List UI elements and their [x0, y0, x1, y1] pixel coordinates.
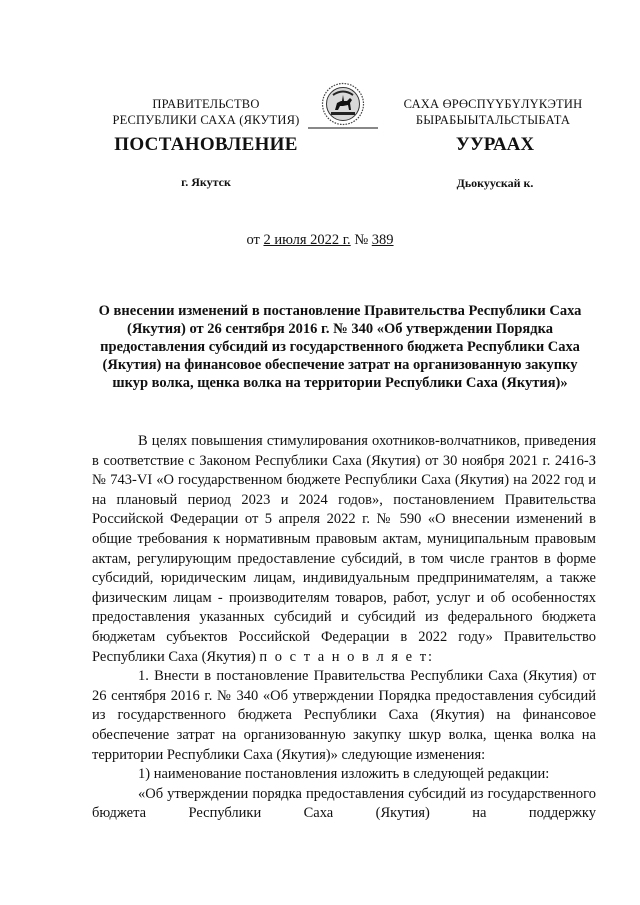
- header-left-line2: РЕСПУБЛИКИ САХА (ЯКУТИЯ): [112, 113, 300, 127]
- paragraph-preamble: [92, 432, 596, 667]
- date-and-number-line: [0, 232, 640, 249]
- header-right-line2: БЫРАБЫЫТАЛЬСТЫБАТА: [415, 113, 571, 127]
- document-body: [92, 432, 596, 824]
- city-label: г. Якутск: [181, 175, 231, 189]
- header-left-line1: ПРАВИТЕЛЬСТВО: [152, 97, 260, 111]
- paragraph-item-1: 1. Внести в постановление Правительства Республики Саха (Якутия) от 26 сентября 2016 г. № 340 «Об утверждении Порядка предоставления субсидий из государственного бюджета Республики Саха (Якутия) на финансовое обеспечение затрат на организованную закупку шкур волка, щенка волка на территории Республики Саха (Якутия)» следующие изменения:: [92, 668, 596, 763]
- emblem-ribbon-icon: [308, 125, 378, 131]
- number-label: №: [354, 232, 369, 248]
- document-date: 2 июля 2022 г.: [263, 232, 351, 248]
- date-prefix: от: [246, 232, 260, 248]
- document-number: 389: [371, 232, 394, 248]
- resolves-text: п о с т а н о в л я е т:: [259, 648, 435, 665]
- coat-of-arms-emblem: [321, 82, 365, 126]
- doc-type-title-sakha: УУРААХ: [455, 134, 535, 155]
- header-left: [96, 96, 316, 128]
- header-right: [388, 96, 598, 128]
- paragraph-new-wording: «Об утверждении порядка предоставления субсидий из государственного бюджета Республики Саха (Якутия) на поддержку: [92, 785, 596, 822]
- header-right-line1: САХА ӨРӨСПҮҮБҮЛҮКЭТИН: [403, 97, 583, 111]
- document-title: О внесении изменений в постановление Правительства Республики Саха (Якутия) от 26 сентября 2016 г. № 340 «Об утверждении Порядка предоставления субсидий из государственного бюджета Республики Саха (Якутия) на финансовое обеспечение затрат на организованную закупку шкур волка, щенка волка на территории Республики Саха (Якутия)»: [98, 303, 582, 391]
- paragraph-subitem-1: 1) наименование постановления изложить в следующей редакции:: [138, 766, 550, 783]
- doc-type-title: ПОСТАНОВЛЕНИЕ: [114, 134, 298, 155]
- city-label-sakha: Дьокуускай к.: [456, 176, 534, 190]
- preamble-text: В целях повышения стимулирования охотников-волчатников, приведения в соответствие с Законом Республики Саха (Якутия) от 30 ноября 2021 г. 2416-З № 743-VI «О государственном бюджете Республики Саха (Якутия) на 2022 год и на плановый период 2023 и 2024 годов», постановлением Правительства Российской Федерации от 5 апреля 2022 г. № 590 «О внесении изменений в общие требования к нормативным правовым актам, муниципальным правовым актам, регулирующим предоставление субсидий, в том числе грантов в форме субсидий, юридическим лицам, индивидуальным предпринимателям, а также физическим лицам - производителям товаров, работ, услуг и об особенностях предоставления указанных субсидий и субсидий из федерального бюджета бюджетам субъектов Российской Федерации в 2022 году» Правительство Республики Саха (Якутия): [92, 433, 596, 665]
